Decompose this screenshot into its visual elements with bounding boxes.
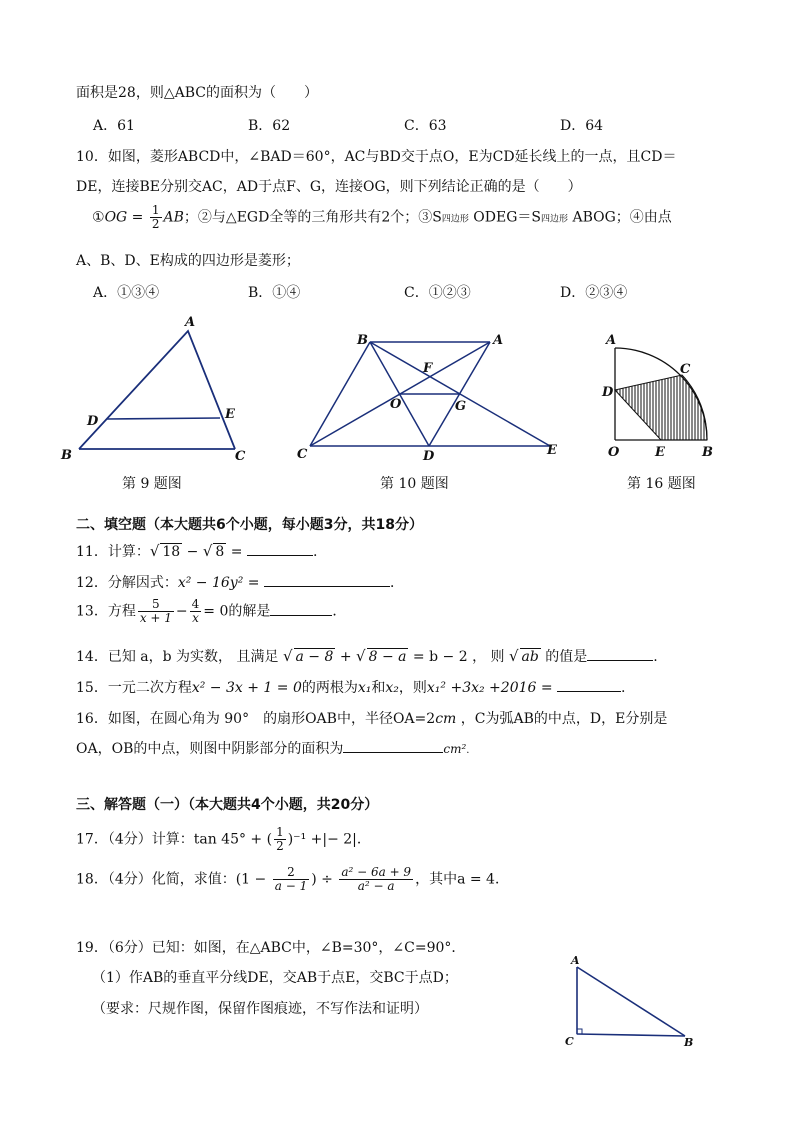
q15-mid: 的两根为 <box>301 680 358 696</box>
q10-c1-eq: = <box>127 209 148 226</box>
figure-10-caption: 第 10 题图 <box>380 476 449 492</box>
figure-16-caption: 第 16 题图 <box>627 476 696 492</box>
q10-line-4: A、B、D、E构成的四边形是菱形； <box>76 253 300 269</box>
q12-end: ． <box>389 575 404 591</box>
q9-tail-text: 面积是28，则△ABC的面积为（ ） <box>76 85 318 101</box>
q18-tail: ，其中a = 4． <box>415 871 509 888</box>
q10-option-b: B．①④ <box>248 285 301 301</box>
q13-prefix: 13．方程 <box>76 603 136 620</box>
q17-tail: +|− 2|． <box>306 831 371 848</box>
q16-cm: cm <box>435 711 457 727</box>
q10-c2-text-b: ODEG＝S <box>468 209 541 226</box>
q14-radicand-3: ab <box>521 649 539 665</box>
q13-num-2: 4 <box>191 597 200 611</box>
q10-option-a: A．①③④ <box>93 285 160 301</box>
q11-answer-blank[interactable] <box>247 541 313 556</box>
q17-num: 1 <box>276 825 284 839</box>
q13-minus: − <box>175 603 188 620</box>
q14-mid: = b − 2 ， 则 <box>408 649 509 665</box>
fig16-label-e: E <box>655 445 665 460</box>
fig16-label-a: A <box>606 333 617 348</box>
q16-text-c: OA，OB的中点，则图中阴影部分的面积为 <box>76 741 344 757</box>
q19-line-1: 19．（6分）已知：如图，在△ABC中，∠B=30°，∠C=90°． <box>76 940 466 956</box>
figure-9-caption: 第 9 题图 <box>122 476 182 492</box>
q11-radicand-2: 8 <box>215 544 225 560</box>
q10-c1-den: 2 <box>151 217 160 231</box>
radical-sign-icon: √ <box>282 647 293 665</box>
fig19-label-c: C <box>565 1035 574 1048</box>
q18-den-2: a² − a <box>357 879 395 893</box>
q18-mid: ) ÷ <box>311 871 338 888</box>
q14-plus: + <box>335 649 357 665</box>
q11-end: . <box>312 544 318 560</box>
fig10-label-a: A <box>493 333 504 348</box>
q10-line-2: DE，连接BE分别交AC，AD于点F、G，连接OG，则下列结论正确的是（ ） <box>76 179 582 195</box>
q14-answer-blank[interactable] <box>587 646 653 661</box>
q13-fraction-2 <box>190 598 202 625</box>
q15-x1: x₁ <box>357 680 372 696</box>
q18-prefix: 18．（4分）化简，求值：(1 − <box>76 871 271 888</box>
q18-num-2: a² − 6a + 9 <box>341 865 412 879</box>
fig9-label-d: D <box>87 414 99 429</box>
q9-option-d: D．64 <box>560 118 604 134</box>
fig9-label-a: A <box>185 315 196 330</box>
fig10-label-g: G <box>455 399 467 414</box>
q19-line-2: （1）作AB的垂直平分线DE，交AB于点E，交BC于点D； <box>92 970 458 986</box>
fig10-label-c: C <box>297 447 308 462</box>
q16-answer-blank[interactable] <box>343 738 443 753</box>
q15-answer-blank[interactable] <box>557 677 621 692</box>
q15-prefix: 15．一元二次方程 <box>76 680 192 696</box>
q15-expression: x₁² +3x₂ +2016 = <box>426 680 558 696</box>
figure-19-triangle <box>560 952 710 1052</box>
q18-den-1: a − 1 <box>274 879 308 893</box>
q10-line-1: 10．如图，菱形ABCD中，∠BAD＝60°，AC与BD交于点O，E为CD延长线上的一点，且CD＝ <box>76 149 677 165</box>
fig10-label-b: B <box>357 333 368 348</box>
q9-option-a: A．61 <box>93 118 135 134</box>
q16-line-2 <box>76 738 469 758</box>
q13-num-1: 5 <box>138 598 174 612</box>
q13 <box>76 598 346 625</box>
q15-and: 和 <box>371 680 386 696</box>
q13-end: ． <box>332 603 347 620</box>
q11-equals: = <box>226 544 247 560</box>
fig9-label-b: B <box>61 448 72 463</box>
q18-fraction-2 <box>339 866 413 893</box>
fig16-label-o: O <box>608 445 620 460</box>
q10-c2-sub2: 四边形 <box>541 214 569 225</box>
fig16-label-c: C <box>680 362 691 377</box>
q10-option-c: C．①②③ <box>404 285 471 301</box>
q10-c1-fraction <box>150 204 162 231</box>
q17-fraction <box>274 826 286 853</box>
q14-radicand-1: a − 8 <box>295 649 334 665</box>
q9-option-c: C．63 <box>404 118 447 134</box>
q10-c2-text: ；②与△EGD全等的三角形共有2个；③S <box>183 209 442 226</box>
q13-fraction-1 <box>138 598 174 625</box>
q10-c1-mark: ① <box>92 209 105 226</box>
q10-c1-ab: AB <box>163 209 184 226</box>
q9-option-b: B．62 <box>248 118 291 134</box>
q13-answer-blank[interactable] <box>270 601 332 616</box>
q16-text-a: 16．如图，在圆心角为 90° 的扇形OAB中，半径OA=2 <box>76 711 436 727</box>
q12-prefix: 12．分解因式： <box>76 575 178 591</box>
q17 <box>76 826 371 853</box>
fig10-label-d: D <box>423 449 435 462</box>
q15-then: ，则 <box>398 680 427 696</box>
figure-10-rhombus <box>295 330 565 462</box>
q16-line-1 <box>76 708 667 728</box>
q10-c2-text-c: ABOG；④由点 <box>568 209 672 226</box>
q15 <box>76 677 626 697</box>
q10-c2-sub: 四边形 <box>441 214 469 225</box>
fig19-label-a: A <box>571 954 580 967</box>
q17-prefix: 17．（4分）计算：tan 45° + ( <box>76 831 273 848</box>
q14-radicand-2: 8 − a <box>368 649 407 665</box>
q11-prefix: 11．计算： <box>76 544 150 560</box>
q13-den-1: x + 1 <box>139 611 172 625</box>
q12 <box>76 572 404 592</box>
q14-end: . <box>653 649 658 665</box>
q12-answer-blank[interactable] <box>264 572 390 587</box>
q19-line-3: （要求：尺规作图，保留作图痕迹，不写作法和证明） <box>92 1001 428 1017</box>
q18-num-1: 2 <box>273 866 309 880</box>
q15-x2: x₂ <box>385 680 399 696</box>
q16-end: . <box>466 745 470 756</box>
q16-unit: cm² <box>443 742 467 756</box>
fig16-label-d: D <box>602 385 614 400</box>
q16-text-b: ，C为弧AB的中点，D，E分别是 <box>456 711 668 727</box>
q14-tail: 的值是 <box>540 649 588 665</box>
fig10-label-e: E <box>547 443 557 458</box>
q12-expression: x² − 16y² = <box>177 575 264 591</box>
q11-minus: − <box>182 544 203 560</box>
radical-sign-icon: √ <box>356 647 366 665</box>
q13-tail: = 0的解是 <box>203 603 271 620</box>
q11 <box>76 541 317 561</box>
fig9-label-c: C <box>235 449 246 464</box>
q14 <box>76 646 658 666</box>
q14-prefix: 14．已知 a，b 为实数， 且满足 <box>76 649 283 665</box>
q10-c1-num: 1 <box>151 203 160 217</box>
q10-conclusions <box>92 204 672 231</box>
fig16-label-b: B <box>702 445 713 460</box>
fig10-label-o: O <box>390 397 402 412</box>
radical-sign-icon: √ <box>202 542 213 560</box>
q10-c1-og: OG <box>104 209 128 226</box>
radical-sign-icon: √ <box>508 647 519 665</box>
q10-option-d: D．②③④ <box>560 285 628 301</box>
figure-9-triangle <box>55 312 255 467</box>
q11-radicand-1: 18 <box>162 544 181 560</box>
radical-sign-icon: √ <box>149 542 160 560</box>
figure-16-sector <box>598 330 728 462</box>
q18 <box>76 866 509 893</box>
q13-den-2: x <box>192 611 199 625</box>
section-2-heading: 二、填空题（本大题共6个小题，每小题3分，共18分） <box>76 517 423 533</box>
q17-exponent: )⁻¹ <box>287 831 307 848</box>
q18-fraction-1 <box>273 866 309 893</box>
q15-end: . <box>621 680 626 696</box>
section-3-heading: 三、解答题（一）（本大题共4个小题，共20分） <box>76 797 379 813</box>
fig9-label-e: E <box>225 407 235 422</box>
fig10-label-f: F <box>423 361 433 376</box>
fig19-label-b: B <box>684 1036 694 1049</box>
q17-den: 2 <box>276 839 284 853</box>
q15-equation: x² − 3x + 1 = 0 <box>191 680 302 696</box>
